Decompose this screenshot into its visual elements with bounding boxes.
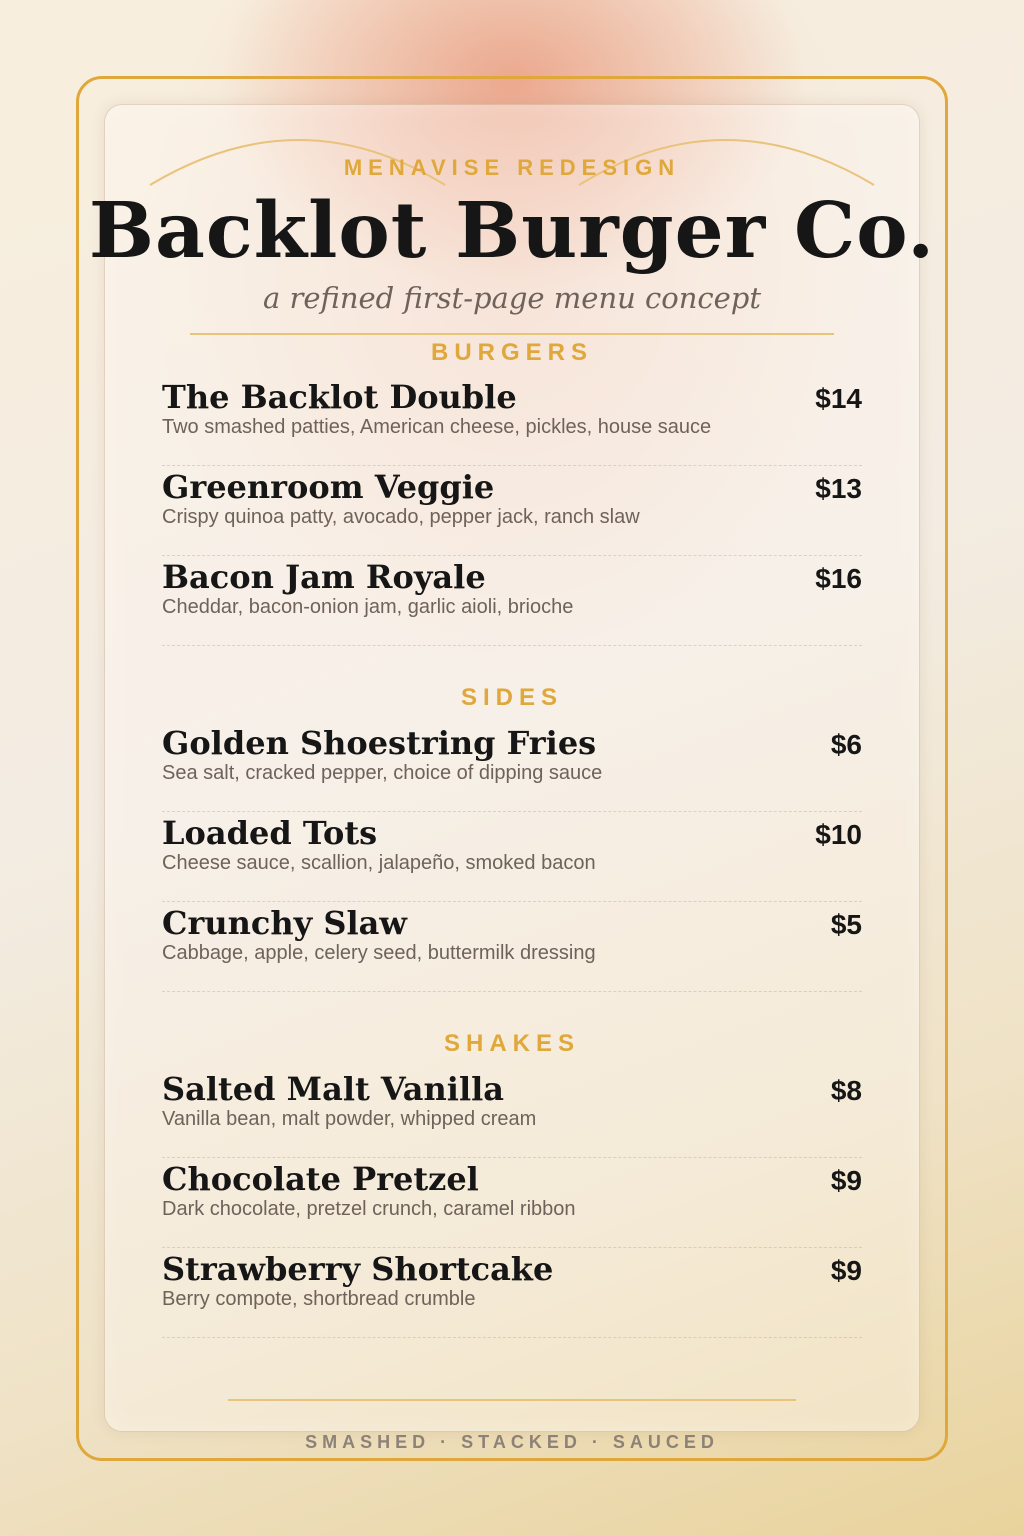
item-divider	[162, 991, 862, 992]
menu-item	[162, 724, 862, 814]
menu-item-description: Sea salt, cracked pepper, choice of dipping sauce	[162, 762, 603, 784]
menu-item-description: Cabbage, apple, celery seed, buttermilk dressing	[162, 942, 596, 964]
menu-item	[162, 1250, 862, 1340]
menu-item-description: Crispy quinoa patty, avocado, pepper jack, ranch slaw	[162, 506, 640, 528]
item-divider	[162, 645, 862, 646]
item-divider	[162, 465, 862, 466]
section-title-burgers: BURGERS	[430, 339, 593, 366]
menu-item	[162, 904, 862, 994]
item-divider	[162, 811, 862, 812]
menu-item-name: Loaded Tots	[162, 814, 378, 852]
menu-item	[162, 814, 862, 904]
menu-item-description: Cheddar, bacon-onion jam, garlic aioli, brioche	[162, 596, 574, 618]
menu-item-name: Crunchy Slaw	[162, 904, 407, 942]
menu-item-price: $10	[815, 819, 862, 850]
menu-item	[162, 1160, 862, 1250]
menu-item-description: Dark chocolate, pretzel crunch, caramel ribbon	[162, 1198, 576, 1220]
item-divider	[162, 1337, 862, 1338]
section-title-shakes: SHAKES	[443, 1030, 581, 1057]
menu-item-name: Strawberry Shortcake	[162, 1250, 554, 1288]
menu-item-name: Bacon Jam Royale	[162, 558, 486, 596]
item-divider	[162, 901, 862, 902]
menu-item-price: $14	[815, 383, 862, 414]
footer-divider	[228, 1399, 796, 1401]
menu-item	[162, 558, 862, 648]
menu-item-name: Chocolate Pretzel	[162, 1160, 479, 1198]
menu-item-description: Berry compote, shortbread crumble	[162, 1288, 476, 1310]
menu-kicker: MENAVISE REDESIGN	[343, 155, 681, 180]
menu-item-price: $6	[830, 729, 862, 760]
menu-item-description: Cheese sauce, scallion, jalapeño, smoked bacon	[162, 852, 596, 874]
menu-item-description: Two smashed patties, American cheese, pickles, house sauce	[162, 416, 712, 438]
menu-item-price: $13	[815, 473, 862, 504]
menu-item-price: $9	[830, 1165, 862, 1196]
menu-item	[162, 1070, 862, 1160]
menu-item	[162, 378, 862, 468]
footer-tagline: SMASHED · STACKED · SAUCED	[305, 1432, 719, 1452]
menu-item-price: $16	[815, 563, 862, 594]
menu-item-name: The Backlot Double	[162, 378, 517, 416]
menu-subtitle: a refined first-page menu concept	[262, 281, 762, 315]
item-divider	[162, 1247, 862, 1248]
menu-item-price: $8	[830, 1075, 862, 1106]
title-divider	[190, 333, 834, 335]
menu-item-name: Salted Malt Vanilla	[162, 1070, 504, 1108]
menu-item-name: Golden Shoestring Fries	[162, 724, 597, 762]
menu-item-price: $9	[830, 1255, 862, 1286]
menu-item-description: Vanilla bean, malt powder, whipped cream	[162, 1108, 537, 1130]
item-divider	[162, 555, 862, 556]
menu-item	[162, 468, 862, 558]
item-divider	[162, 1157, 862, 1158]
section-title-sides: SIDES	[460, 684, 564, 711]
menu-item-name: Greenroom Veggie	[162, 468, 495, 506]
menu-item-price: $5	[830, 909, 862, 940]
restaurant-title: Backlot Burger Co.	[88, 186, 936, 276]
